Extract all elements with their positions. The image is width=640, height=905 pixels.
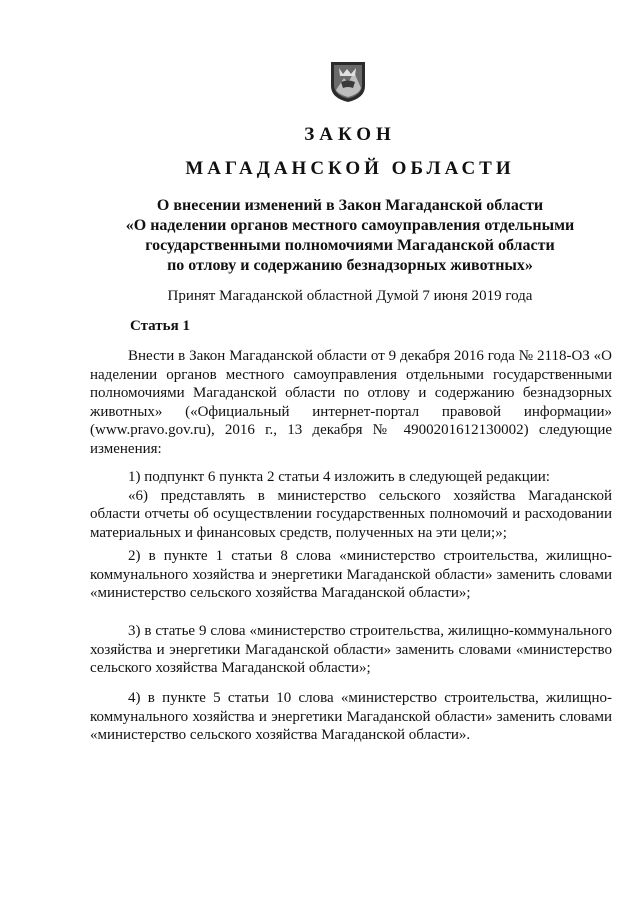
document-title: ЗАКОН bbox=[304, 124, 396, 145]
heading-line: О внесении изменений в Закон Магаданской области bbox=[156, 197, 544, 214]
amendment-item-2 bbox=[90, 547, 612, 603]
article-label: Статья 1 bbox=[130, 318, 190, 334]
amendment-item-4 bbox=[90, 689, 612, 745]
coat-of-arms-icon bbox=[329, 60, 367, 104]
intro-paragraph bbox=[90, 347, 612, 458]
intro-text: Внести в Закон Магаданской области от 9 декабря 2016 года № 2118-ОЗ «О наделении органов местного самоуправления отдельными государственными полномочиями Магаданской области по отлову и содержанию безнадзорных животных» («Официальный интернет-портал правовой информации» (www.pravo.gov.ru), 2016 г., 13 декабря № 4900201612130002) следующие изменения: bbox=[90, 348, 612, 457]
amendment-item-1 bbox=[90, 468, 612, 542]
heading-line: «О наделении органов местного самоуправления отдельными bbox=[125, 217, 575, 234]
law-heading bbox=[90, 196, 610, 276]
adoption-note: Принят Магаданской областной Думой 7 июня 2019 года bbox=[167, 288, 533, 304]
amendment-item-3 bbox=[90, 622, 612, 678]
item1-heading: 1) подпункт 6 пункта 2 статьи 4 изложить в следующей редакции: bbox=[128, 469, 550, 485]
heading-line: по отлову и содержанию безнадзорных животных» bbox=[167, 257, 533, 274]
document-region: МАГАДАНСКОЙ ОБЛАСТИ bbox=[185, 158, 515, 179]
item2-text: 2) в пункте 1 статьи 8 слова «министерство строительства, жилищно-коммунального хозяйства и энергетики Магаданской области» заменить словами «министерство сельского хозяйства Магаданской области»; bbox=[90, 548, 612, 601]
item3-text: 3) в статье 9 слова «министерство строительства, жилищно-коммунального хозяйства и энергетики Магаданской области» заменить словами «министерство сельского хозяйства Магаданской области»; bbox=[90, 623, 612, 676]
item4-text: 4) в пункте 5 статьи 10 слова «министерство строительства, жилищно-коммунального хозяйства и энергетики Магаданской области» заменить словами «министерство сельского хозяйства Магаданской области». bbox=[90, 690, 612, 743]
heading-line: государственными полномочиями Магаданской области bbox=[145, 237, 555, 254]
item1-body: «6) представлять в министерство сельского хозяйства Магаданской области отчеты об осуществлении государственных полномочий и расходовании материальных и финансовых средств, полученных на эти цели;»; bbox=[90, 487, 612, 541]
